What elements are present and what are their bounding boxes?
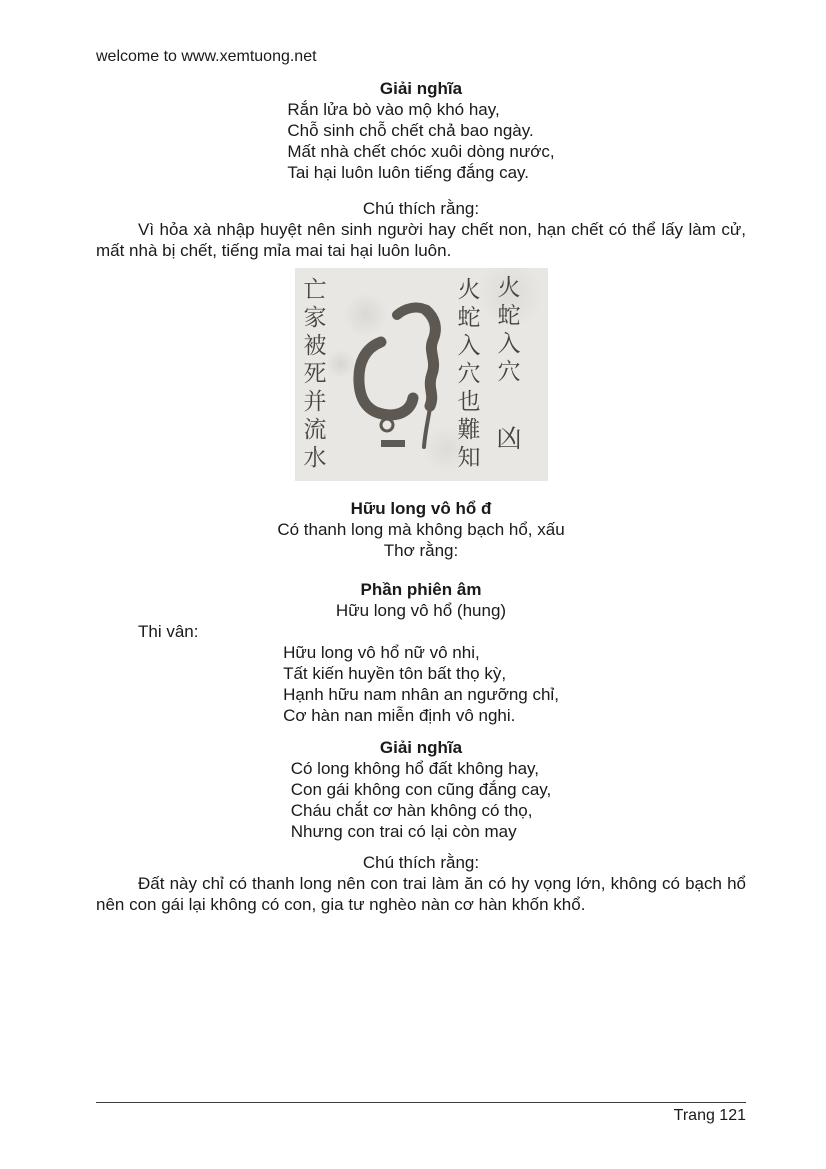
poem-line: Hạnh hữu nam nhân an ngưỡng chỉ, xyxy=(283,685,559,704)
note2-body: Đất này chỉ có thanh long nên con trai làm ăn có hy vọng lớn, không có bạch hổ nên con gái lại không có con, gia tư nghèo nàn cơ hàn khốn khổ. xyxy=(96,874,746,914)
section2-subtitle: Có thanh long mà không bạch hổ, xấu xyxy=(277,520,565,539)
section2-title: Hữu long vô hổ đ xyxy=(350,499,492,518)
phien-am-subtitle: Hữu long vô hổ (hung) xyxy=(335,601,507,620)
poem-line: Mất nhà chết chóc xuôi dòng nước, xyxy=(287,142,555,161)
note1-body: Vì hỏa xà nhập huyệt nên sinh người hay chết non, hạn chết có thể lấy làm cử, mất nhà bị chết, tiếng mỉa mai tai hại luôn luôn. xyxy=(96,220,746,260)
poem-line: Chỗ sinh chỗ chết chả bao ngày. xyxy=(287,121,534,140)
giai-nghia2-title: Giải nghĩa xyxy=(379,738,463,757)
poem-line: Con gái không con cũng đắng cay, xyxy=(290,780,552,799)
phien-am-poem xyxy=(96,642,746,726)
phien-am-title: Phần phiên âm xyxy=(360,580,482,599)
poem-line: Nhưng con trai có lại còn may xyxy=(290,822,517,841)
tho-rang-label: Thơ rằng: xyxy=(383,541,459,560)
calligraphy-column-right: 火蛇入穴 xyxy=(493,275,520,387)
section1-poem xyxy=(96,99,746,183)
site-header-text: welcome to www.xemtuong.net xyxy=(96,48,317,65)
snake-drawing xyxy=(295,268,548,481)
calligraphy-column-middle: 火蛇入穴也難知 xyxy=(453,277,480,473)
note2-title: Chú thích rằng: xyxy=(362,853,480,872)
note1-title: Chú thích rằng: xyxy=(362,199,480,218)
poem-line: Tất kiến huyền tôn bất thọ kỳ, xyxy=(283,664,507,683)
calligraphy-scan-image xyxy=(295,268,548,481)
giai-nghia2-poem xyxy=(96,758,746,842)
calligraphy-column-left: 亡家被死并流水 xyxy=(299,277,326,473)
poem-line: Cơ hàn nan miễn định vô nghi. xyxy=(283,706,516,725)
poem-line: Rắn lửa bò vào mộ khó hay, xyxy=(287,100,500,119)
calligraphy-verdict-character: 凶 xyxy=(496,424,522,453)
poem-line: Tai hại luôn luôn tiếng đắng cay. xyxy=(287,163,529,182)
poem-line: Có long không hổ đất không hay, xyxy=(290,759,539,778)
footer-divider xyxy=(96,1102,746,1103)
page-number: Trang 121 xyxy=(673,1107,746,1124)
poem-line: Cháu chắt cơ hàn không có thọ, xyxy=(290,801,533,820)
poem-line: Hữu long vô hổ nữ vô nhi, xyxy=(283,643,480,662)
thi-van-label: Thi vân: xyxy=(138,622,199,641)
section1-title: Giải nghĩa xyxy=(379,79,463,98)
